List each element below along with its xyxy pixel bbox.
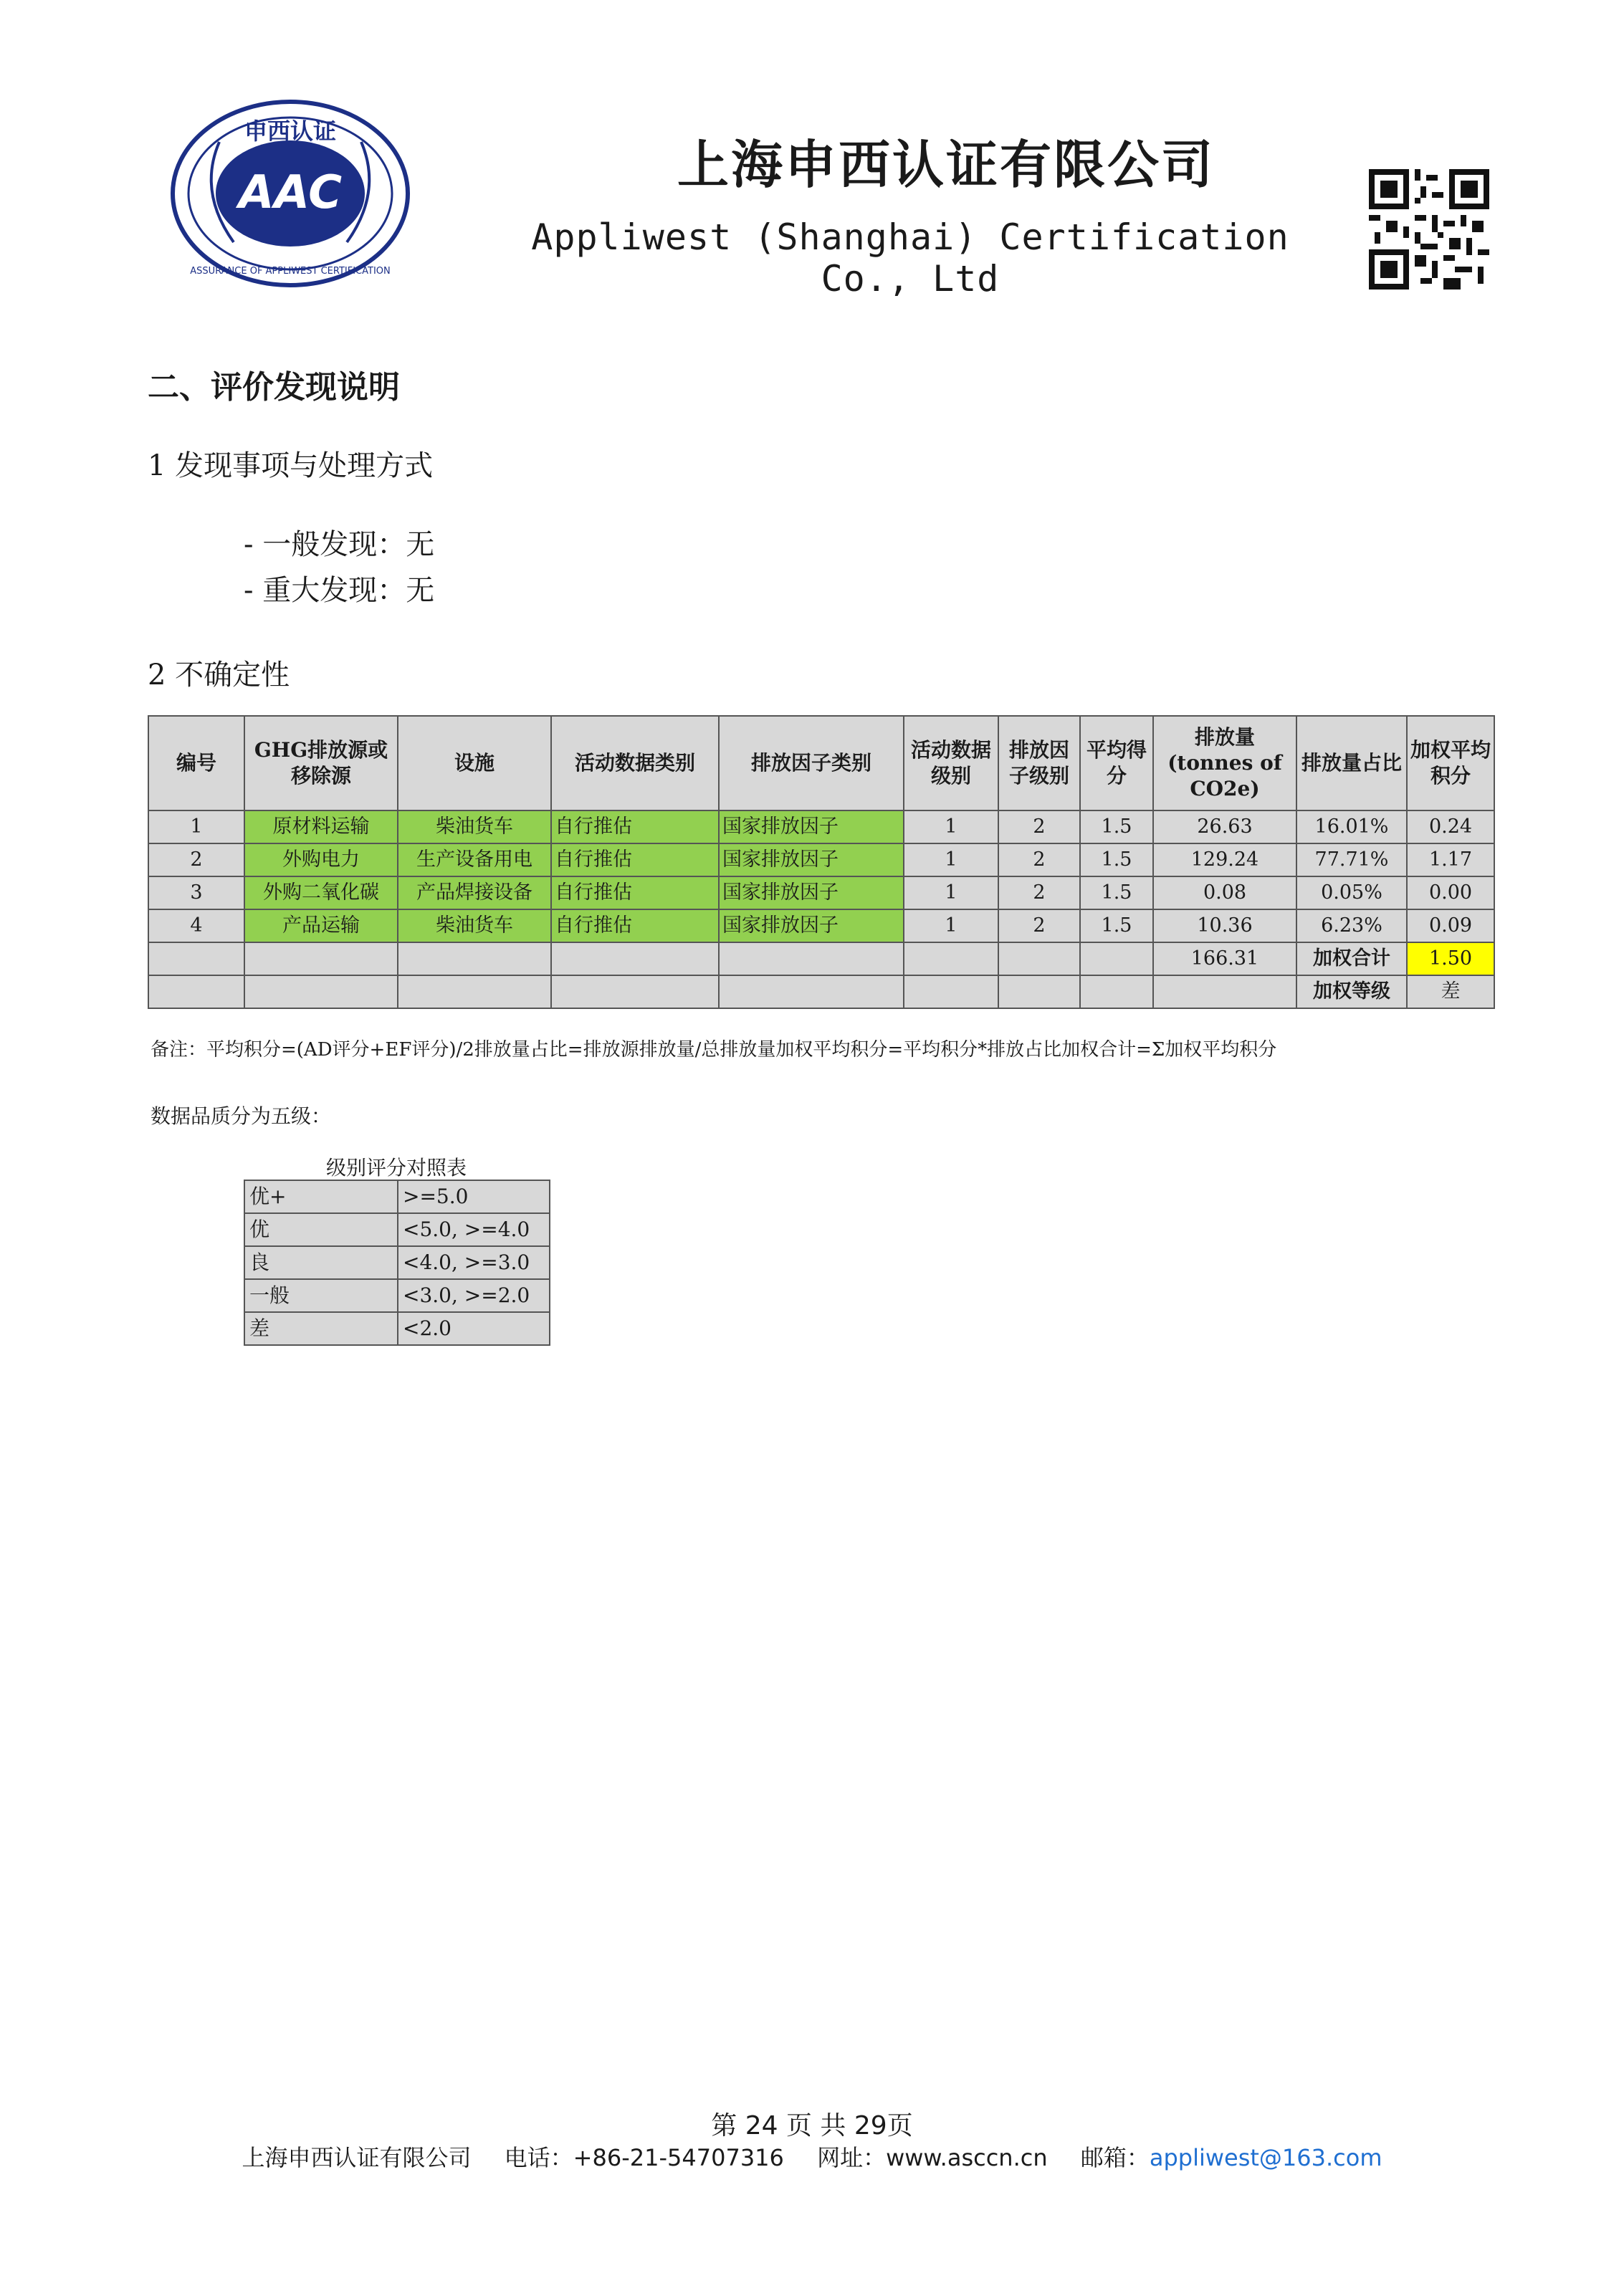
table-row [244, 1213, 550, 1246]
cell: 16.01% [1296, 810, 1407, 843]
cell [148, 975, 244, 1008]
cell: 原材料运输 [244, 810, 398, 843]
table-row [148, 909, 1494, 942]
cell [998, 975, 1080, 1008]
cell: 国家排放因子 [719, 876, 904, 909]
weighted-grade-label: 加权等级 [1296, 975, 1407, 1008]
cell: 0.05% [1296, 876, 1407, 909]
cell [904, 975, 998, 1008]
svg-text:ASSURANCE OF APPLIWEST CERTIFI: ASSURANCE OF APPLIWEST CERTIFICATION [190, 266, 391, 277]
footer-phone: 电话：+86-21-54707316 [504, 2144, 784, 2171]
footer-website: 网址：www.asccn.cn [817, 2144, 1048, 2171]
cell: 4 [148, 909, 244, 942]
table-row [244, 1246, 550, 1279]
col-header: 排放因子级别 [998, 716, 1080, 810]
cell: 77.71% [1296, 843, 1407, 876]
table-row [244, 1279, 550, 1312]
col-header: GHG排放源或移除源 [244, 716, 398, 810]
cell [398, 942, 551, 975]
grade-table-caption: 级别评分对照表 [325, 1156, 467, 1180]
table-row [148, 843, 1494, 876]
cell [1080, 942, 1153, 975]
cell: 1 [904, 810, 998, 843]
col-header: 设施 [398, 716, 551, 810]
cell: 0.08 [1153, 876, 1296, 909]
section-heading: 二、评价发现说明 [148, 369, 400, 406]
cell [551, 942, 719, 975]
cell [244, 975, 398, 1008]
grade-table [244, 1180, 550, 1346]
cell [1153, 975, 1296, 1008]
cell: 1 [148, 810, 244, 843]
cell: 0.24 [1407, 810, 1494, 843]
grade-name: 一般 [244, 1279, 398, 1312]
total-emission: 166.31 [1153, 942, 1296, 975]
cell: 0.09 [1407, 909, 1494, 942]
cell: 1 [904, 909, 998, 942]
col-header: 加权平均积分 [1407, 716, 1494, 810]
col-header: 活动数据级别 [904, 716, 998, 810]
weighted-total-value: 1.50 [1407, 942, 1494, 975]
table-row [244, 1312, 550, 1345]
uncertainty-table [148, 715, 1495, 1009]
footer-contact [0, 2140, 1624, 2173]
cell: 自行推估 [551, 876, 719, 909]
grade-name: 差 [244, 1312, 398, 1345]
table-row-total [148, 942, 1494, 975]
cell: 2 [998, 909, 1080, 942]
grade-range: <5.0, >=4.0 [398, 1213, 550, 1246]
grade-range: <4.0, >=3.0 [398, 1246, 550, 1279]
table-row [148, 810, 1494, 843]
col-header: 排放量(tonnes of CO2e) [1153, 716, 1296, 810]
cell: 2 [998, 843, 1080, 876]
footer-company: 上海申西认证有限公司 [242, 2144, 472, 2171]
cell: 1.5 [1080, 876, 1153, 909]
cell [148, 942, 244, 975]
weighted-grade-value: 差 [1407, 975, 1494, 1008]
finding-general: - 一般发现：无 [244, 528, 435, 561]
subsection-uncertainty: 2 不确定性 [148, 659, 290, 692]
cell: 外购电力 [244, 843, 398, 876]
cell: 国家排放因子 [719, 843, 904, 876]
table-row [244, 1180, 550, 1213]
grade-range: <2.0 [398, 1312, 550, 1345]
cell: 生产设备用电 [398, 843, 551, 876]
col-header: 编号 [148, 716, 244, 810]
cell [904, 942, 998, 975]
col-header: 排放量占比 [1296, 716, 1407, 810]
col-header: 活动数据类别 [551, 716, 719, 810]
grade-range: >=5.0 [398, 1180, 550, 1213]
table-row-grade [148, 975, 1494, 1008]
cell: 1 [904, 876, 998, 909]
cell: 柴油货车 [398, 909, 551, 942]
cell: 产品运输 [244, 909, 398, 942]
subsection-findings: 1 发现事项与处理方式 [148, 449, 434, 482]
cell: 1.5 [1080, 843, 1153, 876]
company-logo [169, 99, 411, 288]
cell: 2 [148, 843, 244, 876]
grade-range: <3.0, >=2.0 [398, 1279, 550, 1312]
grade-name: 优 [244, 1213, 398, 1246]
cell [1080, 975, 1153, 1008]
cell: 3 [148, 876, 244, 909]
cell: 0.00 [1407, 876, 1494, 909]
cell: 6.23% [1296, 909, 1407, 942]
cell: 外购二氧化碳 [244, 876, 398, 909]
grade-name: 良 [244, 1246, 398, 1279]
cell: 129.24 [1153, 843, 1296, 876]
footer-mail-label: 邮箱： [1080, 2144, 1150, 2171]
col-header: 排放因子类别 [719, 716, 904, 810]
cell: 自行推估 [551, 843, 719, 876]
cell: 2 [998, 810, 1080, 843]
col-header: 平均得分 [1080, 716, 1153, 810]
company-name-en: Appliwest (Shanghai) Certification Co., Ltd [531, 216, 1289, 300]
finding-major: - 重大发现：无 [244, 574, 435, 607]
cell [998, 942, 1080, 975]
footer-mail-link[interactable]: appliwest@163.com [1149, 2144, 1382, 2171]
cell: 1 [904, 843, 998, 876]
weighted-total-label: 加权合计 [1296, 942, 1407, 975]
svg-text:申西认证: 申西认证 [244, 118, 337, 145]
grade-name: 优+ [244, 1180, 398, 1213]
cell [719, 975, 904, 1008]
cell: 26.63 [1153, 810, 1296, 843]
cell [551, 975, 719, 1008]
qr-code-icon [1369, 169, 1489, 290]
company-name-cn: 上海申西认证有限公司 [677, 134, 1215, 195]
cell: 国家排放因子 [719, 810, 904, 843]
cell [244, 942, 398, 975]
cell: 1.5 [1080, 909, 1153, 942]
cell: 10.36 [1153, 909, 1296, 942]
cell: 2 [998, 876, 1080, 909]
cell [719, 942, 904, 975]
cell: 国家排放因子 [719, 909, 904, 942]
cell: 柴油货车 [398, 810, 551, 843]
cell: 自行推估 [551, 810, 719, 843]
cell: 1.5 [1080, 810, 1153, 843]
cell: 自行推估 [551, 909, 719, 942]
table-header-row [148, 716, 1494, 810]
table-row [148, 876, 1494, 909]
table-note: 备注：平均积分=(AD评分+EF评分)/2排放量占比=排放源排放量/总排放量加权平均积分=平均积分*排放占比加权合计=Σ加权平均积分 [151, 1039, 1277, 1061]
page-number: 第 24 页 共 29页 [711, 2111, 913, 2140]
quality-text: 数据品质分为五级： [151, 1104, 332, 1128]
cell [398, 975, 551, 1008]
svg-text:AAC: AAC [238, 166, 343, 219]
cell: 产品焊接设备 [398, 876, 551, 909]
cell: 1.17 [1407, 843, 1494, 876]
